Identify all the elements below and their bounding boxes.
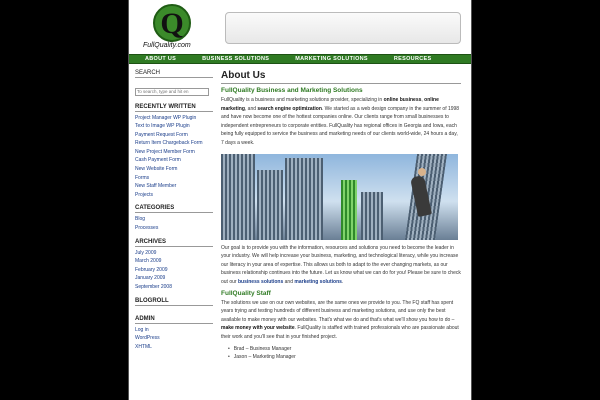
seo-text: search engine optimization bbox=[257, 105, 322, 112]
online-business-text: online business bbox=[383, 97, 422, 103]
recent-link[interactable]: Text to Image WP Plugin bbox=[135, 123, 190, 130]
staff-item: • Brad – Business Manager bbox=[235, 345, 461, 354]
logo-tagline: FullQuality.com bbox=[143, 42, 191, 49]
business-solutions-link[interactable]: business solutions bbox=[237, 278, 284, 285]
recent-list bbox=[135, 114, 213, 200]
goal-paragraph: Our goal is to provide you with the information, resources and solutions you need to become the leader in your industry. We will help increase your business, marketing, and technological literacy, while you increase our literacy in your area of expertise. This allows us both to adapt to the ever changing markets, as our business relationship continues into the future. Let us know what we can do for you! Please be sure to check out our business solutions and marketing solutions. bbox=[221, 244, 461, 285]
page bbox=[128, 0, 472, 400]
categories-list bbox=[135, 215, 213, 232]
nav-resources[interactable]: RESOURCES bbox=[393, 56, 432, 62]
staff-heading: FullQuality Staff bbox=[221, 289, 271, 297]
main-content bbox=[221, 70, 461, 362]
admin-link-wordpress[interactable]: WordPress bbox=[135, 335, 160, 342]
recent-link[interactable]: Forms bbox=[135, 174, 150, 181]
recent-heading: RECENTLY WRITTEN bbox=[135, 104, 213, 112]
main-nav bbox=[129, 54, 471, 64]
archive-link[interactable]: July 2009 bbox=[135, 249, 157, 256]
recent-link[interactable]: New Staff Member bbox=[135, 183, 177, 190]
page-title: About Us bbox=[221, 70, 461, 84]
category-link[interactable]: Processes bbox=[135, 225, 159, 232]
category-link[interactable]: Blog bbox=[135, 216, 146, 223]
marketing-solutions-link[interactable]: marketing solutions bbox=[294, 278, 342, 285]
search-input[interactable] bbox=[135, 88, 209, 96]
recent-link[interactable]: Projects bbox=[135, 191, 154, 198]
recent-link[interactable]: New Project Member Form bbox=[135, 148, 195, 155]
archives-list bbox=[135, 249, 213, 292]
archive-link[interactable]: March 2009 bbox=[135, 258, 162, 265]
blogroll-heading: BLOGROLL bbox=[135, 298, 213, 306]
nav-marketing-solutions[interactable]: MARKETING SOLUTIONS bbox=[295, 56, 368, 62]
archive-link[interactable]: February 2009 bbox=[135, 266, 168, 273]
archive-link[interactable]: January 2009 bbox=[135, 275, 166, 282]
staff-list bbox=[221, 345, 461, 362]
recent-link[interactable]: Return Item Chargeback Form bbox=[135, 140, 203, 147]
hero-image bbox=[221, 154, 458, 240]
archives-heading: ARCHIVES bbox=[135, 239, 213, 247]
recent-link[interactable]: Project Manager WP Plugin bbox=[135, 114, 197, 121]
admin-link-login[interactable]: Log in bbox=[135, 326, 149, 333]
make-money-text: make money with your website bbox=[221, 325, 295, 332]
recent-link[interactable]: Cash Payment Form bbox=[135, 157, 181, 164]
sidebar bbox=[135, 70, 213, 357]
nav-about-us[interactable]: ABOUT US bbox=[145, 56, 177, 62]
staff-paragraph: The solutions we use on our own websites, are the same ones we provide to you. The FQ staff has spent years trying and testing hundreds of different business and marketing solutions, and use only the best available to make money with our websites. That's what we do and that's what we'll show you how to do – make money with your website. FullQuality is staffed with trained professionals who are passionate about their work and you'll see that in your finished project. bbox=[221, 299, 459, 340]
header-banner-box bbox=[225, 12, 461, 44]
recent-link[interactable]: New Website Form bbox=[135, 166, 178, 173]
recent-link[interactable]: Payment Request Form bbox=[135, 131, 188, 138]
site-logo[interactable] bbox=[143, 4, 197, 50]
staff-item: • Jason – Marketing Manager bbox=[235, 353, 461, 362]
archive-link[interactable]: September 2008 bbox=[135, 284, 172, 290]
search-heading: SEARCH bbox=[135, 70, 213, 78]
business-heading: FullQuality Business and Marketing Solutions bbox=[221, 87, 363, 94]
logo-q-icon: Q bbox=[153, 4, 191, 42]
admin-link-xhtml[interactable]: XHTML bbox=[135, 343, 152, 350]
intro-paragraph: FullQuality is a business and marketing solutions provider, specializing in online business, online marketing, and search engine optimization. We started as a web design company in the summer of 1998 and have now become one of the hottest companies online. Our clients range from small businesses to independent entrepreneurs to corporate entities. FullQuality has regional offices in Georgia and Iowa, each being fully equipped to service the business and marketing needs of our clients world-wide, 24 hours a day, 7 days a week. bbox=[221, 97, 460, 146]
online-marketing-text: online marketing bbox=[221, 97, 439, 112]
header bbox=[129, 0, 471, 54]
nav-business-solutions[interactable]: BUSINESS SOLUTIONS bbox=[202, 56, 270, 62]
admin-list bbox=[135, 326, 213, 352]
categories-heading: CATEGORIES bbox=[135, 205, 213, 213]
admin-heading: ADMIN bbox=[135, 316, 213, 324]
